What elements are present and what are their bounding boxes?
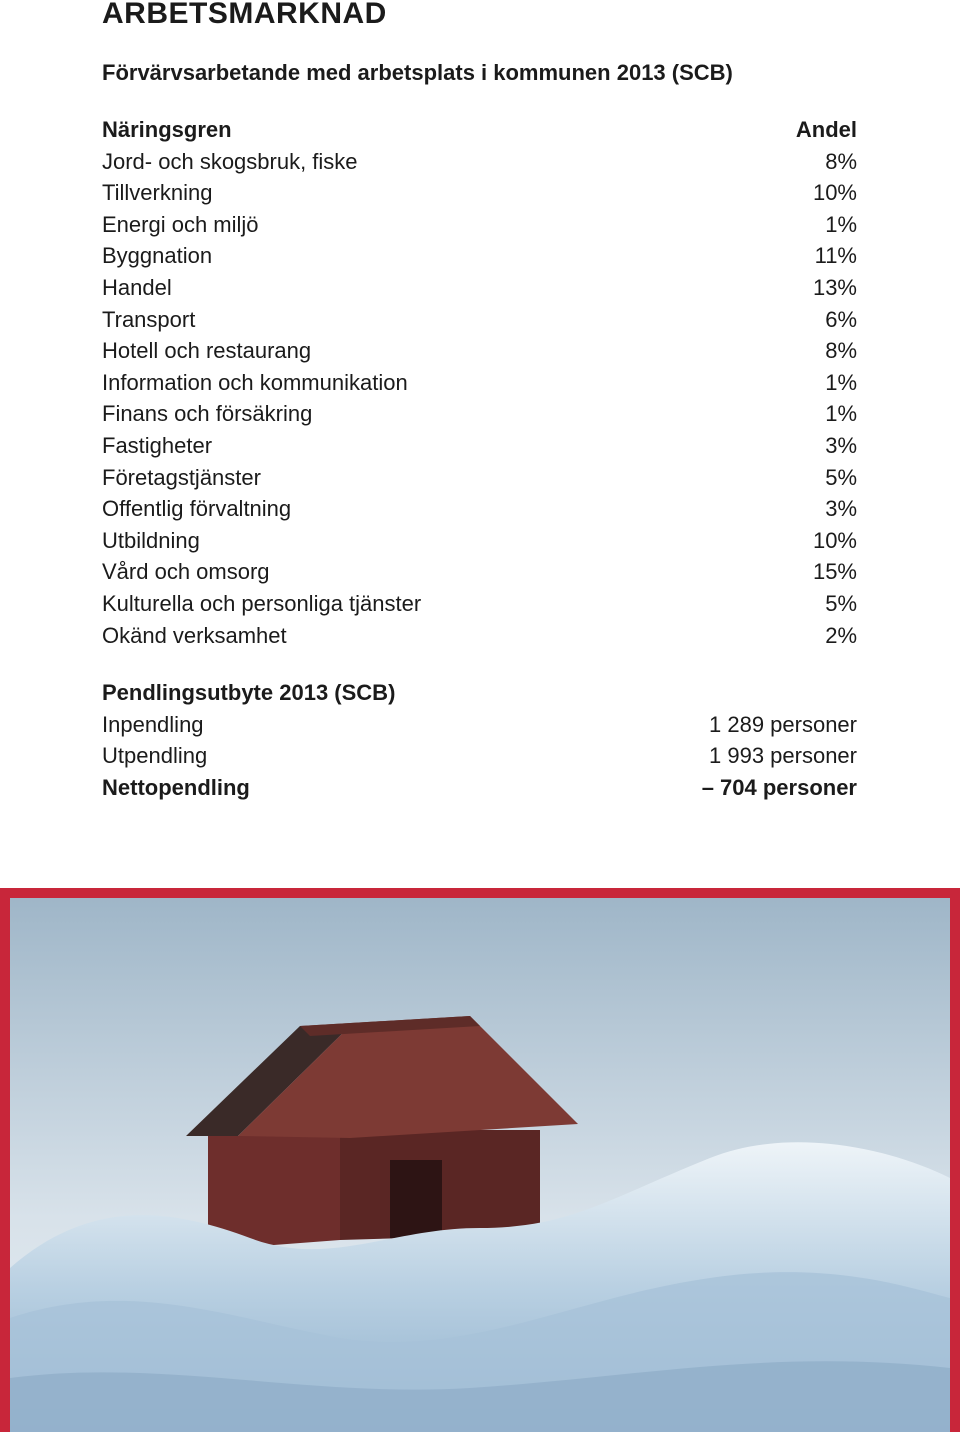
table-row (102, 335, 857, 367)
industry-label: Tillverkning (102, 180, 213, 206)
commuting-title (102, 677, 857, 709)
table-row (102, 772, 857, 804)
commuting-label: Utpendling (102, 743, 208, 768)
cabin-photo (10, 898, 950, 1432)
industry-label: Utbildning (102, 527, 200, 553)
table-row (102, 588, 857, 620)
industry-share: 11% (814, 243, 857, 269)
table-row (102, 146, 857, 178)
industry-share: 15% (812, 559, 857, 585)
table-row (102, 430, 857, 462)
industry-label: Okänd verksamhet (102, 622, 287, 648)
industry-label: Hotell och restaurang (102, 338, 312, 364)
table-header (102, 114, 857, 146)
table-title: Förvärvsarbetande med arbetsplats i kommunen 2013 (SCB) (102, 60, 733, 85)
industry-label: Energi och miljö (102, 211, 259, 237)
industry-label: Offentlig förvaltning (102, 496, 292, 522)
table-row (102, 304, 857, 336)
industry-share: 2% (825, 622, 857, 648)
table-row (102, 367, 857, 399)
table-row (102, 740, 857, 772)
industry-share: 3% (825, 432, 857, 458)
industry-label: Information och kommunikation (102, 369, 408, 395)
commuting-label: Inpendling (102, 711, 204, 737)
industry-share: 1% (825, 211, 857, 237)
industry-label: Jord- och skogsbruk, fiske (102, 148, 358, 174)
column-header-industry: Näringsgren (102, 117, 232, 142)
table-row (102, 462, 857, 494)
industry-label: Kulturella och personliga tjänster (102, 590, 422, 616)
industry-label: Vård och omsorg (102, 559, 270, 585)
industry-label: Handel (102, 274, 172, 300)
table-row (102, 556, 857, 588)
industry-share: 1% (825, 369, 857, 395)
industry-share: 10% (812, 527, 857, 553)
industry-label: Fastigheter (102, 432, 213, 458)
table-row (102, 209, 857, 241)
table-row (102, 240, 857, 272)
industry-share: 6% (825, 306, 857, 332)
column-header-share: Andel (795, 117, 857, 142)
industry-share: 3% (825, 496, 857, 522)
industry-label: Byggnation (102, 243, 213, 269)
cabin-in-snow-illustration (10, 898, 950, 1432)
industry-share: 10% (812, 180, 857, 206)
industry-label: Transport (102, 306, 196, 332)
table-row (102, 493, 857, 525)
photo-frame (0, 888, 960, 1432)
industry-share: 5% (825, 464, 857, 490)
table-row (102, 272, 857, 304)
commuting-value: – 704 personer (701, 774, 857, 800)
industry-label: Finans och försäkring (102, 401, 313, 427)
commuting-value: 1 289 personer (709, 711, 857, 737)
industry-label: Företagstjänster (102, 464, 261, 490)
industry-share: 8% (825, 338, 857, 364)
section-title: ARBETSMARKNAD (102, 0, 387, 30)
table-row (102, 398, 857, 430)
commuting-value: 1 993 personer (709, 743, 857, 768)
table-row (102, 709, 857, 741)
table-row (102, 620, 857, 652)
industry-share: 13% (812, 274, 857, 300)
table-row (102, 525, 857, 557)
commuting-label: Nettopendling (102, 774, 250, 800)
industry-share: 1% (825, 401, 857, 427)
industry-share: 5% (825, 590, 857, 616)
commuting-title-label: Pendlingsutbyte 2013 (SCB) (102, 680, 396, 705)
industry-share: 8% (825, 148, 857, 174)
table-row (102, 177, 857, 209)
